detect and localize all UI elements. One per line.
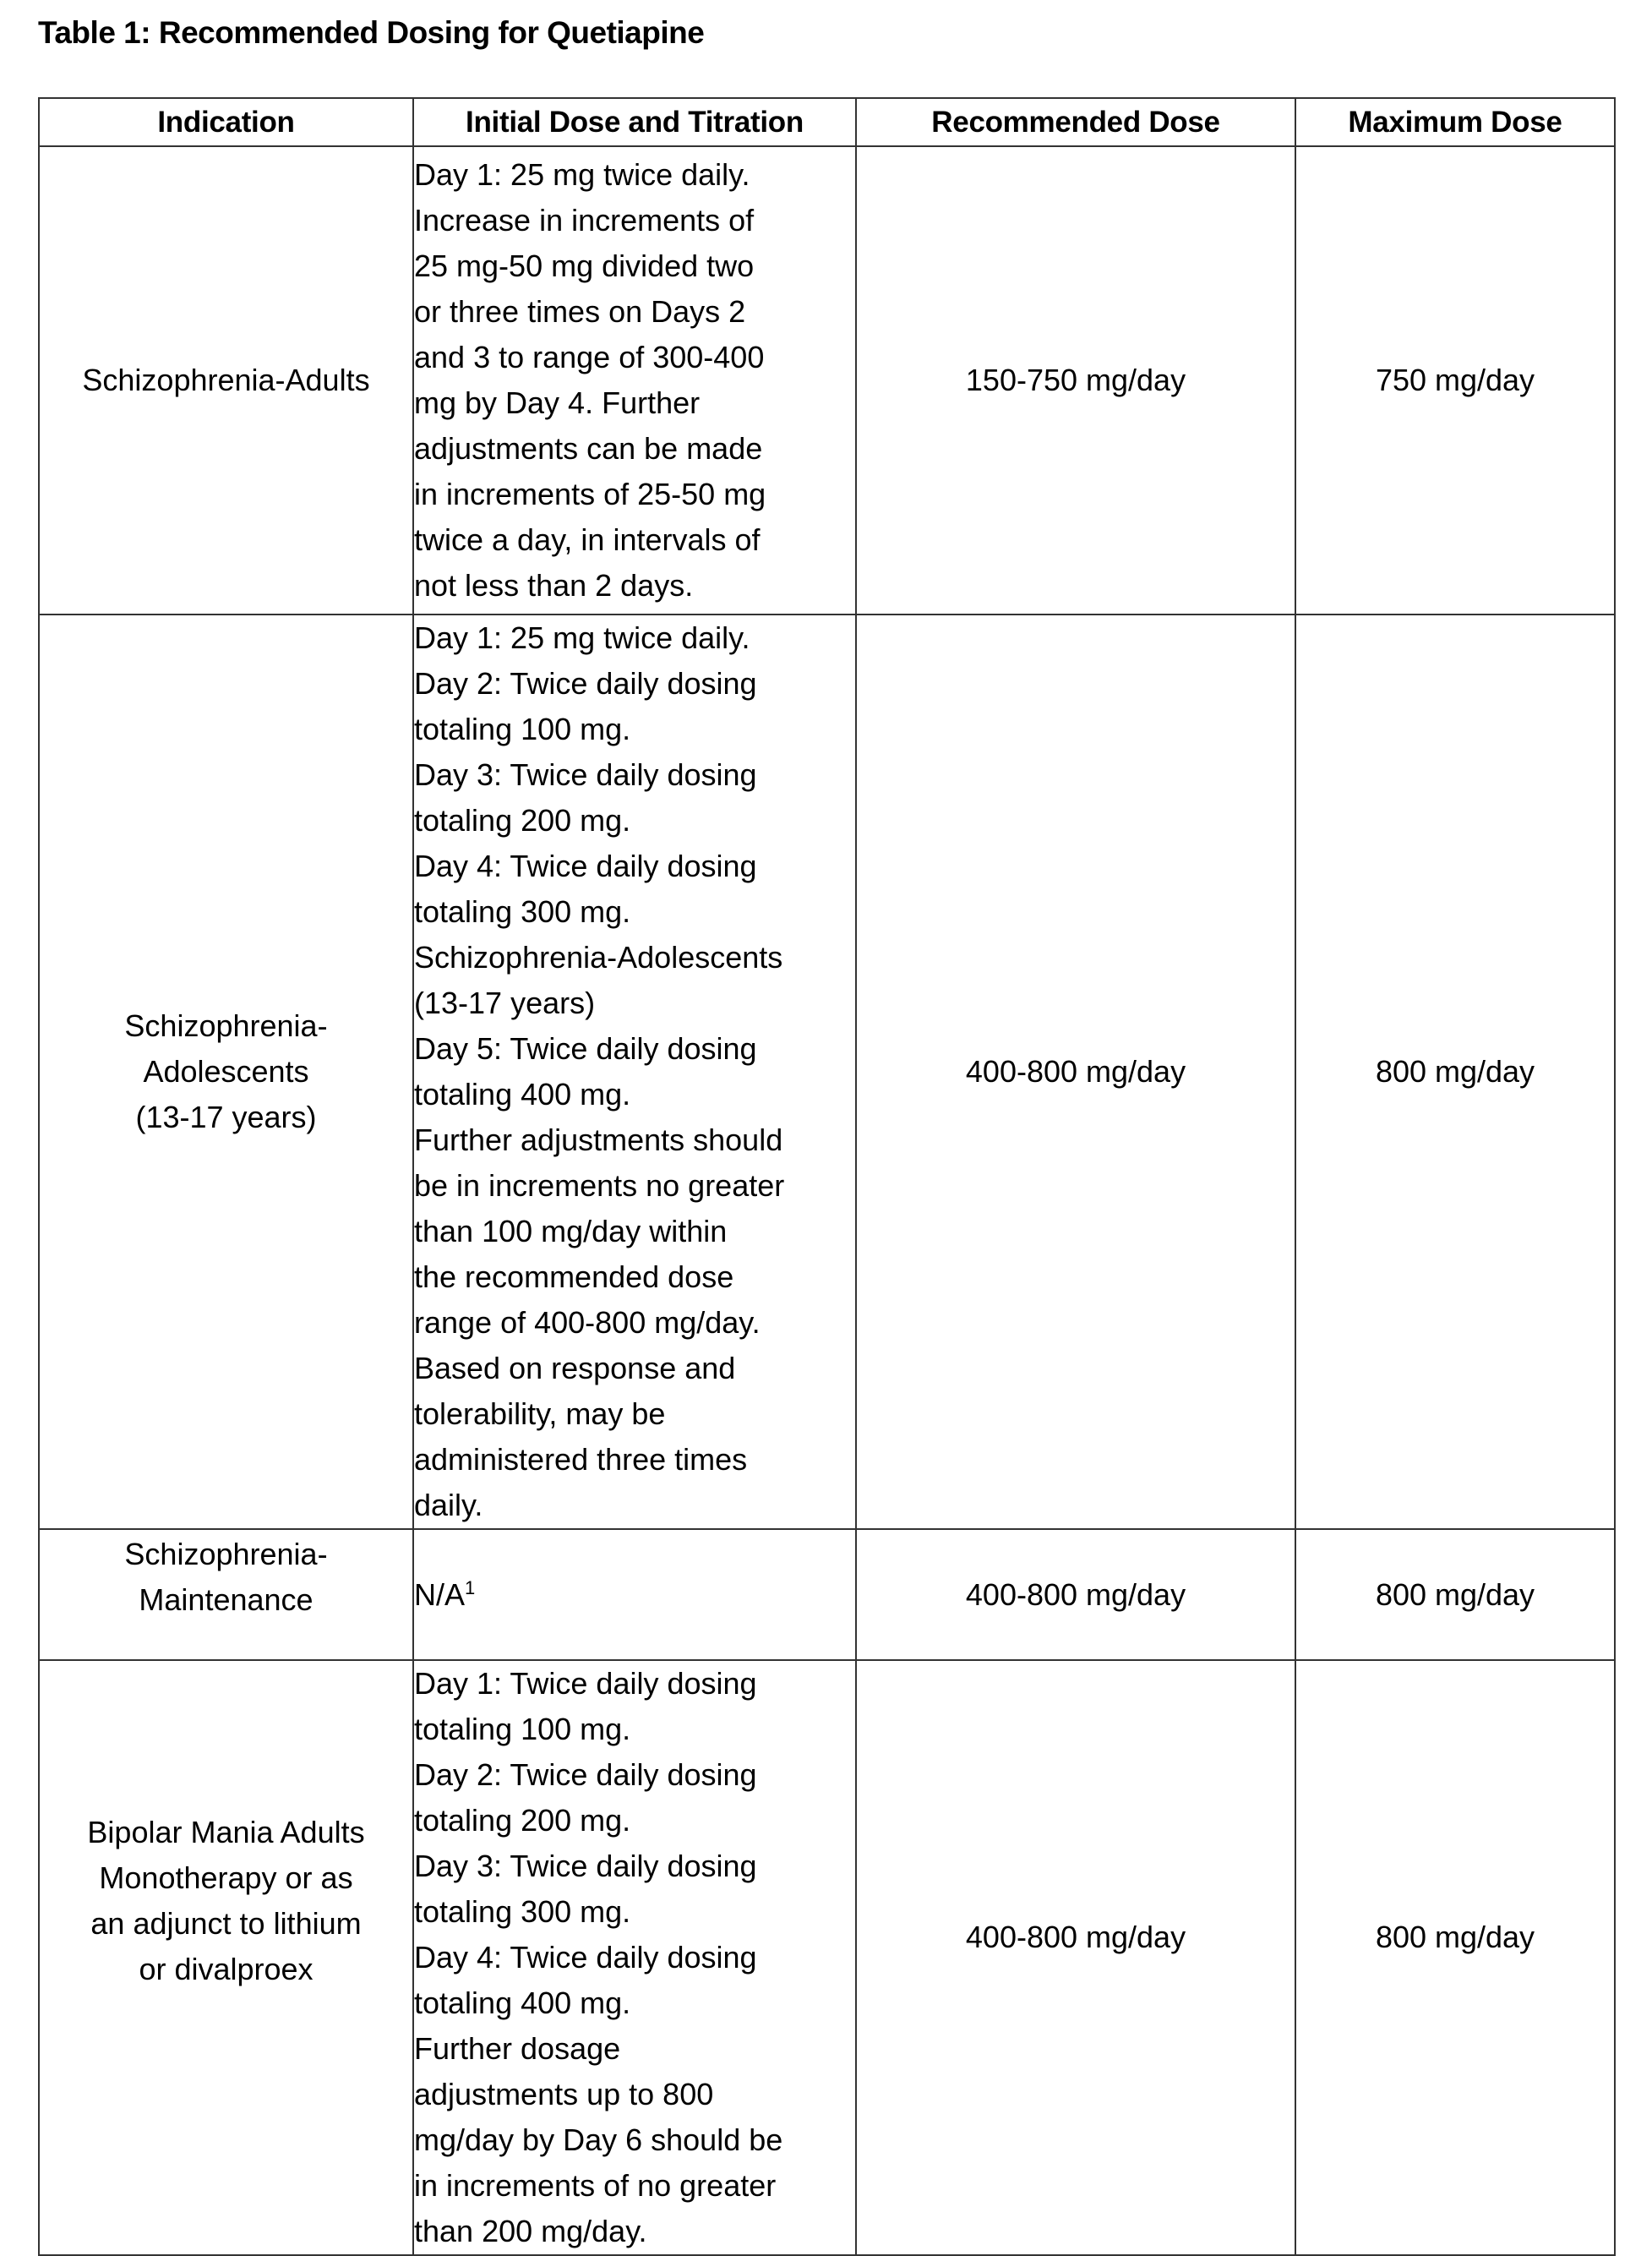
- titration-line: Day 4: Twice daily dosing: [414, 1940, 757, 1975]
- maximum-dose-cell: 800 mg/day: [1295, 615, 1615, 1529]
- titration-line: adjustments up to 800: [414, 2077, 714, 2111]
- titration-line: mg by Day 4. Further: [414, 385, 701, 420]
- titration-line: Day 5: Twice daily dosing: [414, 1031, 757, 1066]
- table-header-row: [39, 98, 1615, 146]
- indication-line: Maintenance: [139, 1582, 313, 1617]
- titration-line: than 200 mg/day.: [414, 2214, 647, 2248]
- indication-cell: [39, 1529, 413, 1660]
- titration-line: totaling 300 mg.: [414, 894, 631, 929]
- maximum-dose-cell: 750 mg/day: [1295, 146, 1615, 615]
- titration-cell: [413, 146, 856, 615]
- table-row: [39, 146, 1615, 615]
- titration-line: in increments of 25-50 mg: [414, 477, 766, 511]
- titration-line: totaling 100 mg.: [414, 712, 631, 746]
- indication-line: Schizophrenia-: [124, 1537, 328, 1571]
- titration-value: N/A: [414, 1576, 466, 1612]
- maximum-dose-cell: 800 mg/day: [1295, 1529, 1615, 1660]
- titration-line: the recommended dose: [414, 1259, 734, 1294]
- titration-line: Day 3: Twice daily dosing: [414, 1849, 757, 1883]
- titration-line: Day 1: Twice daily dosing: [414, 1666, 757, 1701]
- indication-line: Adolescents: [143, 1054, 309, 1089]
- titration-line: Schizophrenia-Adolescents: [414, 940, 783, 975]
- indication-line: Bipolar Mania Adults: [87, 1815, 365, 1849]
- indication-line: Monotherapy or as: [99, 1860, 353, 1895]
- titration-line: totaling 300 mg.: [414, 1894, 631, 1929]
- indication-cell: [39, 146, 413, 615]
- recommended-dose-cell: 150-750 mg/day: [856, 146, 1295, 615]
- indication-cell: [39, 1660, 413, 2255]
- titration-line: range of 400-800 mg/day.: [414, 1305, 761, 1340]
- indication-line: Schizophrenia-: [124, 1008, 328, 1043]
- titration-line: Day 1: 25 mg twice daily.: [414, 157, 750, 192]
- column-header-indication: Indication: [39, 98, 413, 146]
- titration-line: tolerability, may be: [414, 1396, 666, 1431]
- titration-line: not less than 2 days.: [414, 568, 694, 603]
- indication-line: Schizophrenia-Adults: [82, 363, 370, 397]
- titration-line: Day 3: Twice daily dosing: [414, 757, 757, 792]
- titration-line: administered three times: [414, 1442, 748, 1477]
- titration-line: 25 mg-50 mg divided two: [414, 249, 755, 283]
- table-title: Table 1: Recommended Dosing for Quetiapine: [38, 15, 705, 50]
- titration-line: Further dosage: [414, 2031, 621, 2066]
- table-row: [39, 1660, 1615, 2255]
- titration-line: daily.: [414, 1488, 483, 1522]
- recommended-dose-cell: 400-800 mg/day: [856, 615, 1295, 1529]
- titration-cell: [413, 615, 856, 1529]
- maximum-dose-cell: 800 mg/day: [1295, 1660, 1615, 2255]
- titration-line: Day 2: Twice daily dosing: [414, 1757, 757, 1792]
- titration-line: totaling 400 mg.: [414, 1077, 631, 1112]
- table-row: [39, 1529, 1615, 1660]
- titration-line: twice a day, in intervals of: [414, 522, 761, 557]
- indication-line: an adjunct to lithium: [90, 1906, 362, 1941]
- indication-line: (13-17 years): [135, 1100, 317, 1134]
- titration-line: or three times on Days 2: [414, 294, 746, 329]
- titration-line: and 3 to range of 300-400: [414, 340, 765, 374]
- titration-line: Based on response and: [414, 1351, 736, 1385]
- titration-line: be in increments no greater: [414, 1168, 785, 1203]
- recommended-dose-cell: 400-800 mg/day: [856, 1660, 1295, 2255]
- titration-line: Day 2: Twice daily dosing: [414, 666, 757, 701]
- titration-cell: [413, 1529, 856, 1660]
- column-header-recommended-dose: Recommended Dose: [856, 98, 1295, 146]
- titration-line: than 100 mg/day within: [414, 1214, 728, 1248]
- column-header-titration: Initial Dose and Titration: [413, 98, 856, 146]
- titration-line: Day 1: 25 mg twice daily.: [414, 620, 750, 655]
- titration-line: totaling 200 mg.: [414, 803, 631, 838]
- recommended-dose-cell: 400-800 mg/day: [856, 1529, 1295, 1660]
- titration-line: in increments of no greater: [414, 2168, 777, 2203]
- titration-line: mg/day by Day 6 should be: [414, 2122, 783, 2157]
- titration-line: (13-17 years): [414, 986, 596, 1020]
- table-row: [39, 615, 1615, 1529]
- titration-line: Increase in increments of: [414, 203, 755, 238]
- footnote-marker: 1: [465, 1576, 476, 1598]
- dosing-table: [38, 97, 1616, 2256]
- column-header-maximum-dose: Maximum Dose: [1295, 98, 1615, 146]
- titration-line: Further adjustments should: [414, 1123, 783, 1157]
- titration-line: totaling 400 mg.: [414, 1986, 631, 2020]
- titration-cell: [413, 1660, 856, 2255]
- indication-line: or divalproex: [139, 1952, 313, 1986]
- titration-line: adjustments can be made: [414, 431, 763, 466]
- titration-line: totaling 100 mg.: [414, 1712, 631, 1746]
- titration-line: Day 4: Twice daily dosing: [414, 849, 757, 883]
- indication-cell: [39, 615, 413, 1529]
- titration-line: totaling 200 mg.: [414, 1803, 631, 1838]
